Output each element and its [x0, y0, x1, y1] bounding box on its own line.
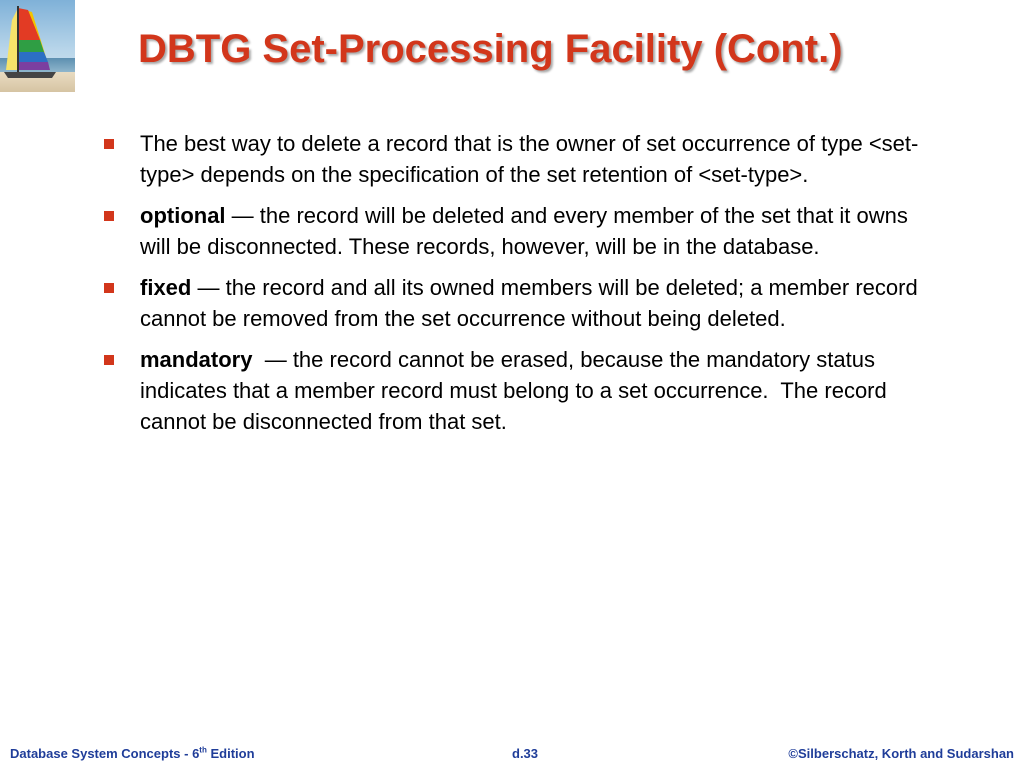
bullet-item — [100, 272, 935, 334]
sailboat-logo — [0, 0, 75, 92]
footer-book-suffix: Edition — [206, 746, 255, 761]
bullet-item — [100, 344, 935, 437]
slide-title: DBTG Set-Processing Facility (Cont.) — [138, 27, 843, 71]
square-bullet-icon — [104, 355, 114, 365]
bullet-text: — the record cannot be erased, because the mandatory status indicates that a member record must belong to a set occurrence. The record cannot be disconnected from that set. — [140, 347, 893, 434]
sailboat-icon — [0, 0, 75, 92]
square-bullet-icon — [104, 139, 114, 149]
bullet-item — [100, 200, 935, 262]
footer-page-number: d.33 — [512, 746, 539, 761]
square-bullet-icon — [104, 211, 114, 221]
bullet-text: The best way to delete a record that is the owner of set occurrence of type <set-type> depends on the specification of the set retention of <set-type>. — [140, 131, 919, 187]
bullet-term: mandatory — [140, 347, 253, 372]
bullet-item — [100, 128, 935, 190]
bullet-term: optional — [140, 203, 226, 228]
bullet-text: — the record and all its owned members will be deleted; a member record cannot be removed from the set occurrence without being deleted. — [140, 275, 918, 331]
footer-book-title — [10, 746, 255, 761]
bullet-term: fixed — [140, 275, 192, 300]
footer-book-superscript: th — [199, 745, 207, 755]
square-bullet-icon — [104, 283, 114, 293]
footer-book-prefix: Database System Concepts - 6 — [10, 746, 200, 761]
slide-footer — [0, 744, 1024, 764]
bullet-list — [100, 128, 935, 447]
footer-copyright: ©Silberschatz, Korth and Sudarshan — [788, 746, 1014, 761]
bullet-text: — the record will be deleted and every member of the set that it owns will be disconnected. These records, however, will be in the database. — [140, 203, 908, 259]
